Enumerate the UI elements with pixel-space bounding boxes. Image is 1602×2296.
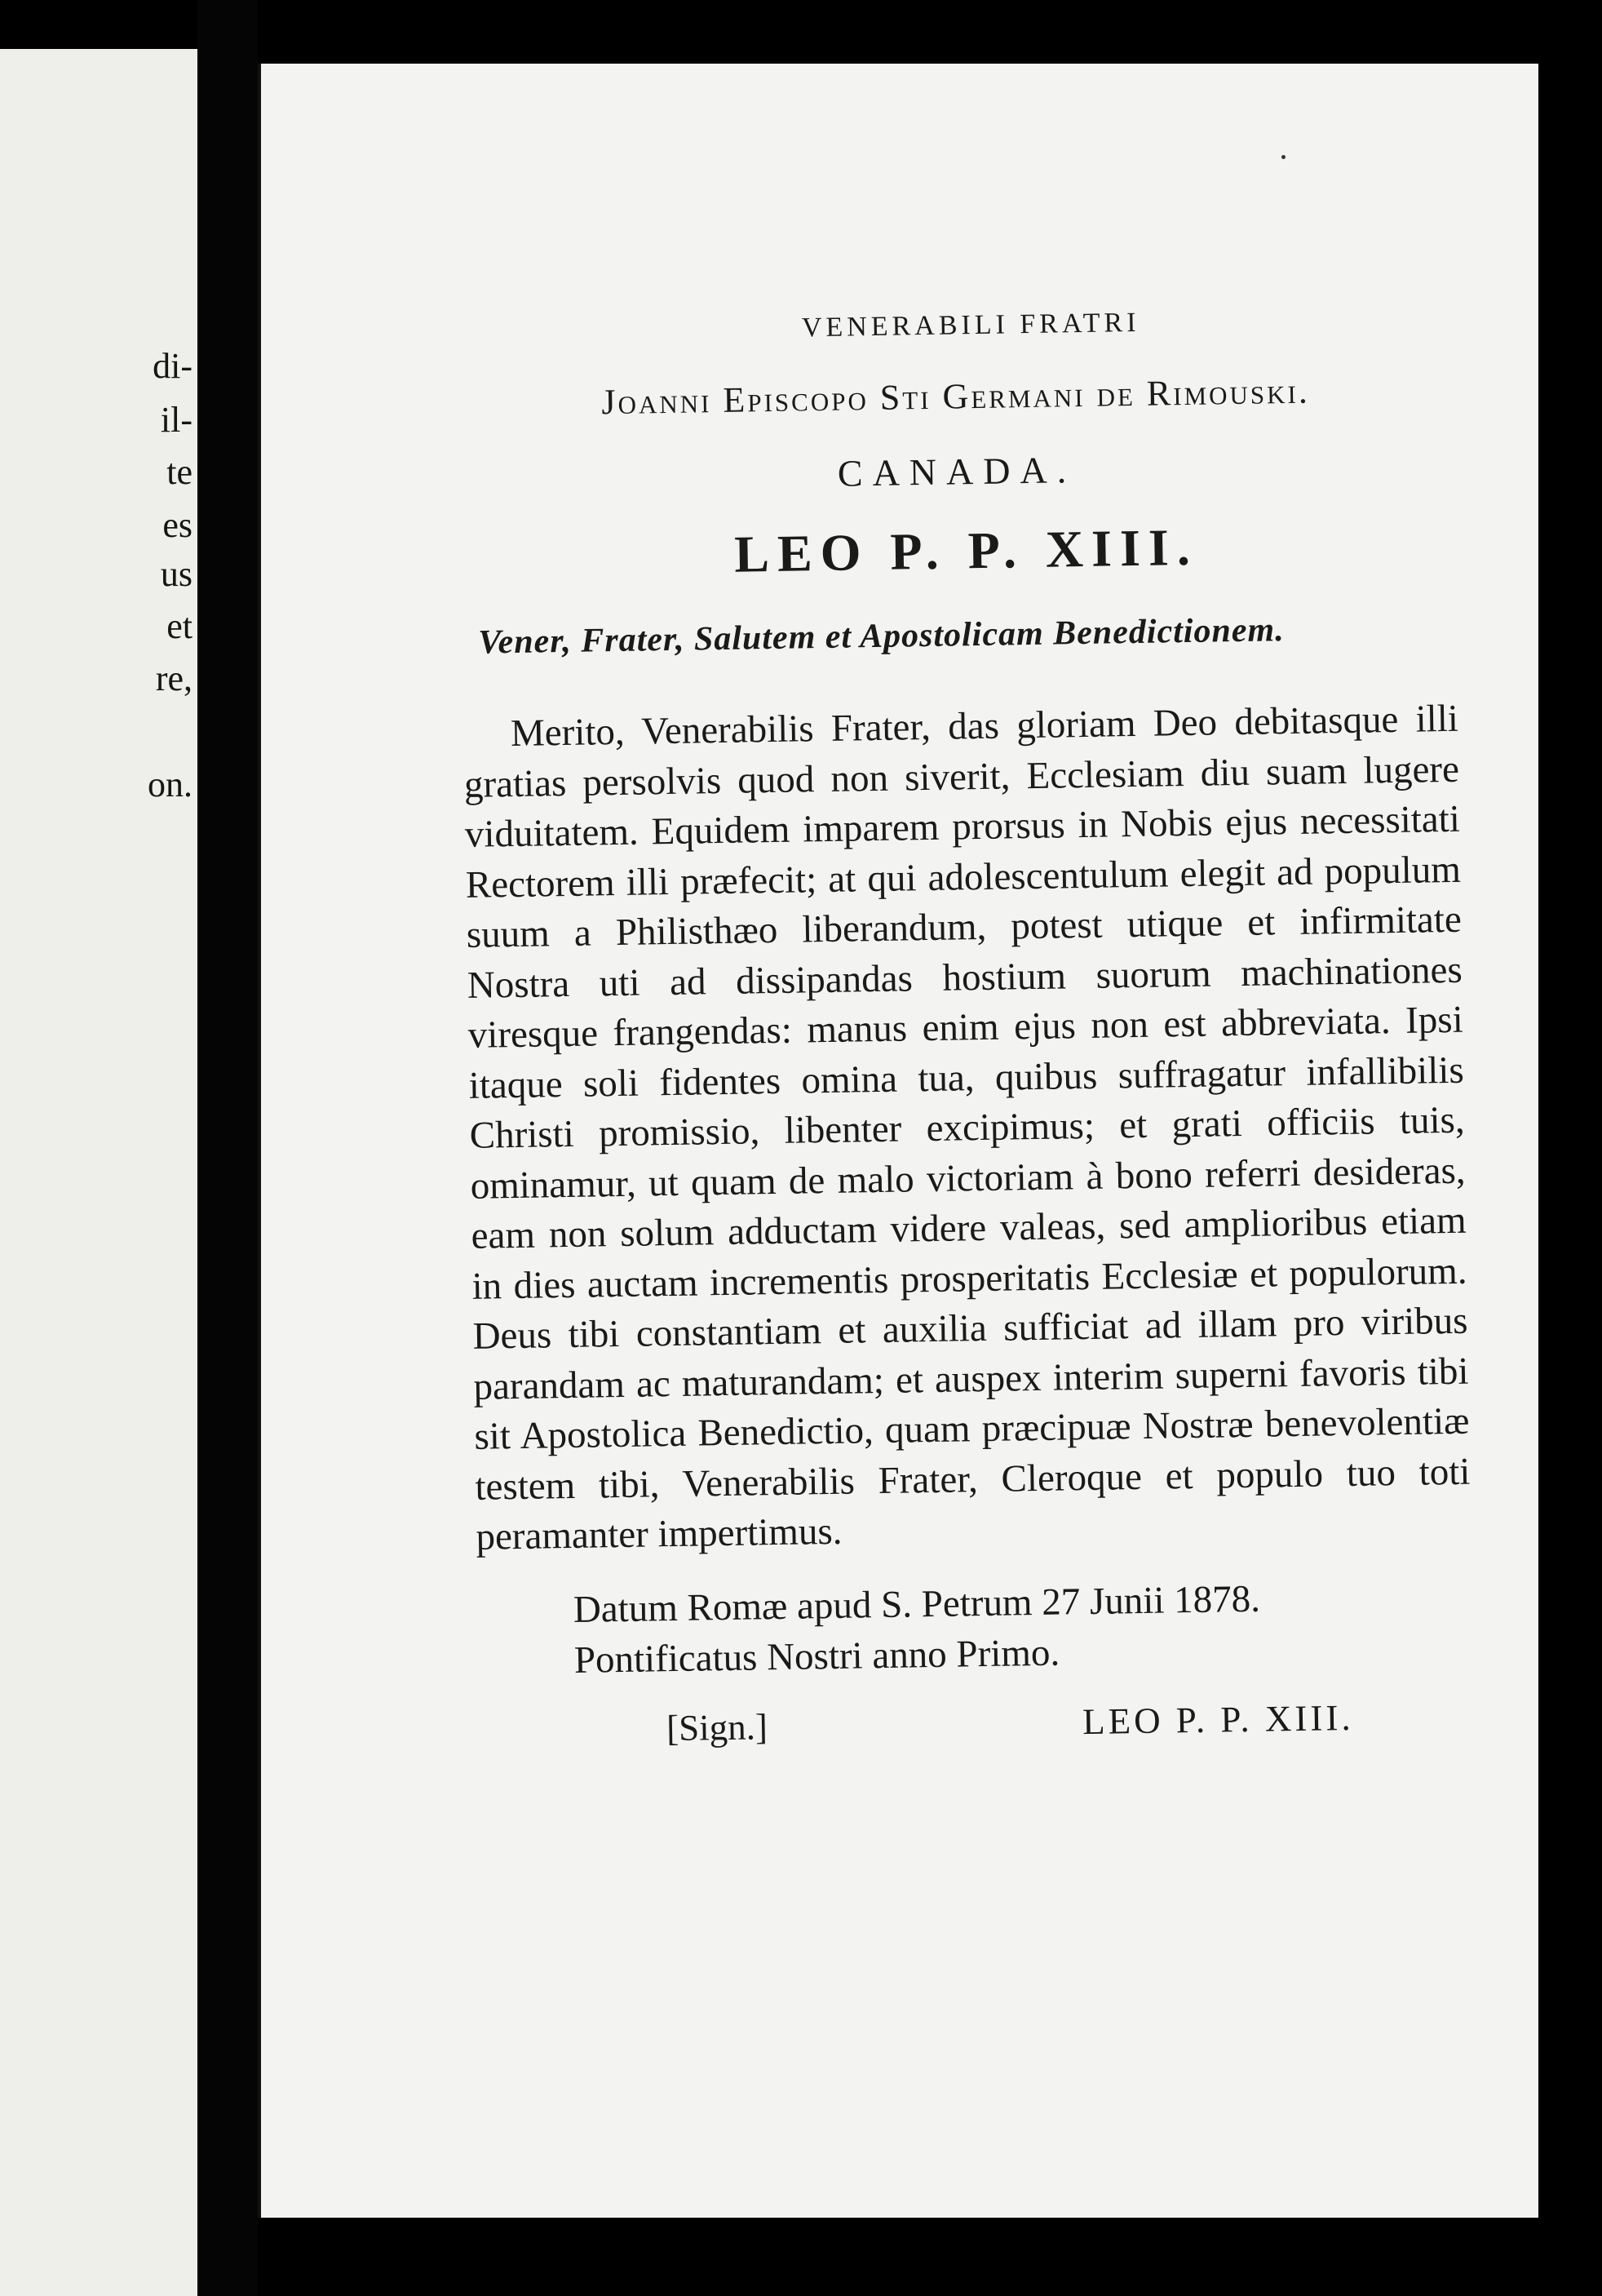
signature: LEO P. P. XIII. — [1082, 1696, 1354, 1742]
letter-content — [457, 303, 1475, 1766]
facing-page-line: di- — [153, 346, 193, 386]
sender-heading: LEO P. P. XIII. — [733, 517, 1199, 583]
dating-block — [476, 1570, 1473, 1687]
facing-page-line: es — [162, 505, 193, 545]
facing-page-line: re, — [155, 658, 193, 698]
book-gutter — [197, 0, 258, 2296]
signature-row — [479, 1694, 1475, 1766]
paper-speck — [1281, 155, 1286, 159]
facing-page-line: et — [166, 606, 193, 646]
facing-page-line: on. — [148, 765, 193, 804]
dating-pontificate: Pontificatus Nostri anno Primo. — [573, 1631, 1060, 1682]
facing-page — [0, 49, 197, 2296]
dating-place-date: Datum Romæ apud S. Petrum 27 Junii 1878. — [573, 1577, 1261, 1631]
facing-page-text — [0, 49, 197, 2296]
salutation: VENERABILI FRATRI — [801, 307, 1140, 344]
country: CANADA. — [837, 449, 1077, 494]
greeting: Vener, Frater, Salutem et Apostolicam Benedictionem. — [477, 611, 1285, 662]
letter-page — [258, 64, 1538, 2218]
addressee: Joanni Episcopo Sti Germani de Rimouski. — [601, 370, 1311, 423]
facing-page-line: te — [166, 452, 193, 492]
letter-body: Merito, Venerabilis Frater, das gloriam Deo debitasque illi gratias persolvis quod non siverit, Ecclesiam diu suam lugere viduitatem. Equidem imparem prorsus in Nobis ejus necessitati Rectorem illi præfecit; at qui adolescentulum elegit ad populum suum a Philisthæo liberandum, potest utique et infirmitate Nostra uti ad dissipandas hostium suorum machinationes viresque frangendas: manus enim ejus non est abbreviata. Ipsi itaque soli fidentes omina tua, quibus suffragatur infallibilis Christi promissio, libenter excipimus; et grati officiis tuis, ominamur, ut quam de malo victoriam à bono referri desideras, eam non solum adductam videre valeas, sed amplioribus etiam in dies auctam incrementis prosperitatis Ecclesiæ et populorum. Deus tibi constantiam et auxilia sufficiat ad illam pro viribus parandam ac maturandam; et auspex interim superni favoris tibi sit Apostolica Benedictio, quam præcipuæ Nostræ benevolentiæ testem tibi, Venerabilis Frater, Cleroque et populo tuo toti peramanter impertimus. — [463, 697, 1471, 1558]
facing-page-line: il- — [160, 400, 193, 440]
sign-mark: [Sign.] — [666, 1705, 768, 1749]
facing-page-line: us — [160, 554, 193, 594]
